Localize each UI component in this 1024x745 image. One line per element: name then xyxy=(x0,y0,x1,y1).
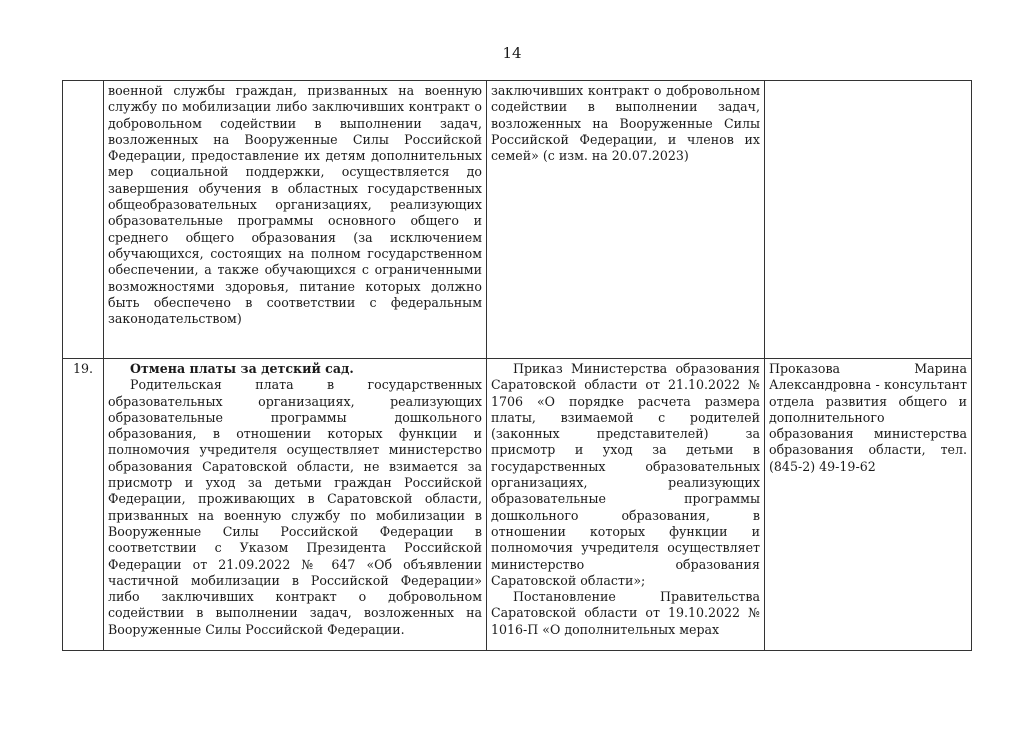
contact-text: Проказова Марина Александровна - консультант отдела развития общего и дополнительного образования министерства образования области, тел. (845-2) 49-19-62 xyxy=(769,361,967,474)
contact-cell xyxy=(765,81,972,359)
row-number xyxy=(63,81,104,359)
table-row xyxy=(63,81,972,359)
table-row xyxy=(63,359,972,651)
basis-text: Приказ Министерства образования Саратовской области от 21.10.2022 № 1706 «О порядке расчета размера платы, взимаемой с родителей (законных представителей) за присмотр и уход за детьми в государственных образовательных организациях, реализующих образовательные программы дошкольного образования, в отношении которых функции и полномочия учредителя осуществляет министерство образования Саратовской области»; xyxy=(491,361,760,588)
measure-text: военной службы граждан, призванных на военную службу по мобилизации либо заключивших контракт о добровольном содействии в выполнении задач, возложенных на Вооруженные Силы Российской Федерации, предоставление их детям дополнительных мер социальной поддержки, осуществляется до завершения обучения в областных государственных общеобразовательных организациях, реализующих образовательные программы основного общего и среднего общего образования (за исключением обучающихся, состоящих на полном государственном обеспечении, а также обучающихся с ограниченными возможностями здоровья, питание которых должно быть обеспечено в соответствии с федеральным законодательством) xyxy=(108,83,482,327)
basis-text: заключивших контракт о добровольном содействии в выполнении задач, возложенных на Вооруженные Силы Российской Федерации, и членов их семей» (с изм. на 20.07.2023) xyxy=(491,83,760,164)
basis-cell xyxy=(487,81,765,359)
basis-text: Постановление Правительства Саратовской области от 19.10.2022 № 1016-П «О дополнительных мерах xyxy=(491,589,760,637)
measure-cell xyxy=(104,359,487,651)
page-number: 14 xyxy=(502,44,522,62)
measures-table xyxy=(62,80,972,651)
measure-title: Отмена платы за детский сад. xyxy=(130,361,354,376)
measure-text: Родительская плата в государственных образовательных организациях, реализующих образовательные программы дошкольного образования, в отношении которых функции и полномочия учредителя осуществляет министерство образования Саратовской области, не взимается за присмотр и уход за детьми граждан Российской Федерации, проживающих в Саратовской области, призванных на военную службу по мобилизации в Вооруженные Силы Российской Федерации в соответствии с Указом Президента Российской Федерации от 21.09.2022 № 647 «Об объявлении частичной мобилизации в Российской Федерации» либо заключивших контракт о добровольном содействии в выполнении задач, возложенных на Вооруженные Силы Российской Федерации. xyxy=(108,377,482,637)
basis-cell xyxy=(487,359,765,651)
row-number: 19. xyxy=(63,359,104,651)
measure-cell xyxy=(104,81,487,359)
contact-cell xyxy=(765,359,972,651)
